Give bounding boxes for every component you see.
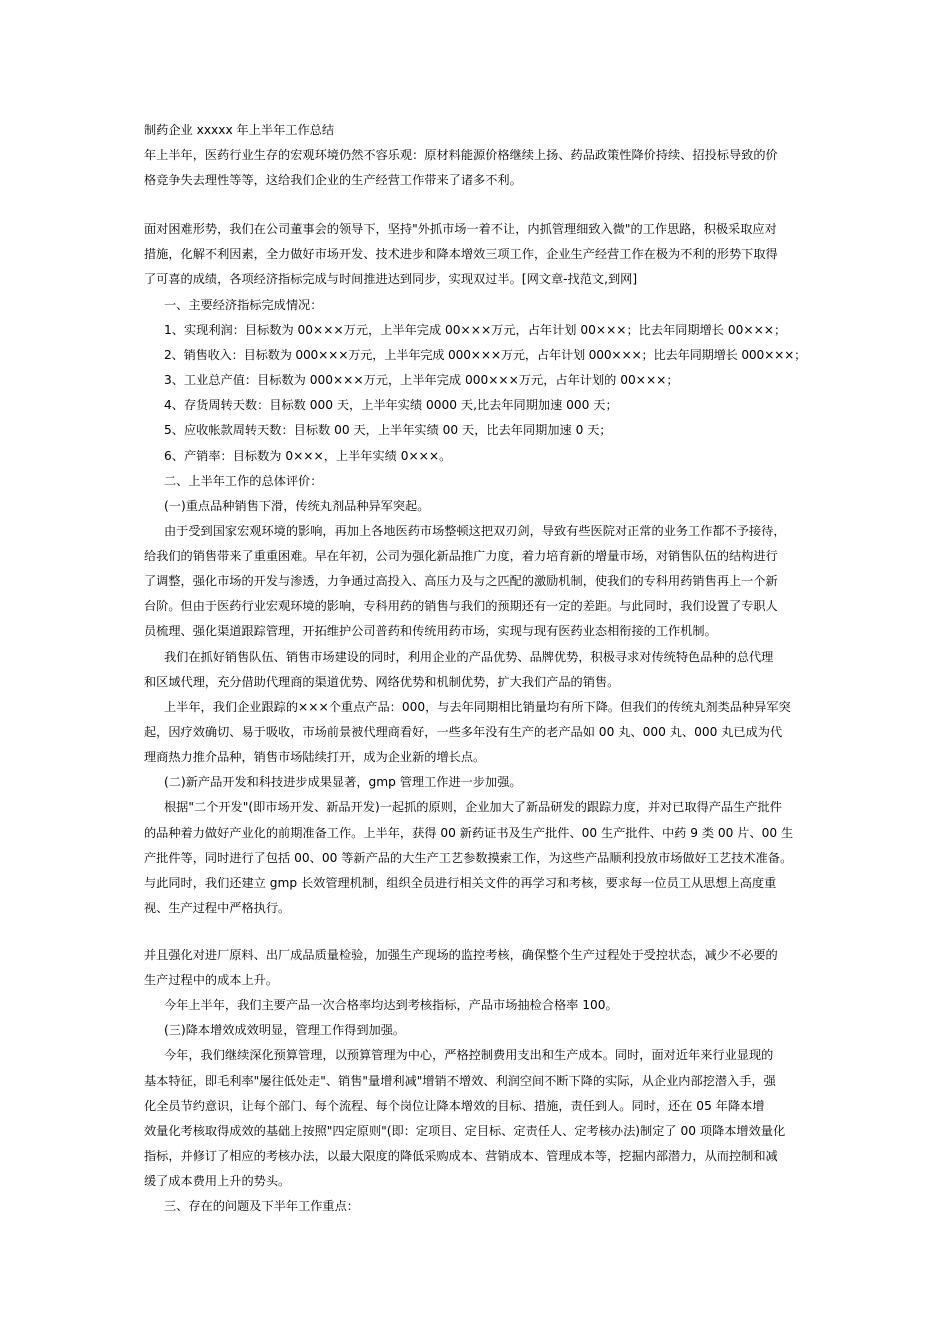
paragraph-line: 员梳理、强化渠道跟踪管理，开拓维护公司普药和传统用药市场，实现与现有医药业态相衔接的工作机制。 [144,624,717,638]
paragraph-line: 和区域代理，充分借助代理商的渠道优势、网络优势和机制优势，扩大我们产品的销售。 [144,675,620,689]
subsection-heading: (三)降本增效成效明显，管理工作得到加强。 [164,1023,406,1037]
paragraph-line: 由于受到国家宏观环境的影响，再加上各地医药市场整顿这把双刃剑，导致有些医院对正常的业务工作都不予接待， [164,524,786,538]
paragraph-line: 生产过程中的成本上升。 [144,973,279,987]
paragraph-line: 今年上半年，我们主要产品一次合格率均达到考核指标，产品市场抽检合格率 100。 [164,998,618,1012]
subsection-heading: (二)新产品开发和科技进步成果显著，gmp 管理工作进一步加强。 [164,775,522,789]
paragraph-line: 根据"二个开发"(即市场开发、新品开发)一起抓的原则，企业加大了新品研发的跟踪力度，并对已取得产品生产批件 [164,800,782,814]
section-heading: 一、主要经济指标完成情况： [164,298,323,312]
paragraph-line: 给我们的销售带来了重重困难。早在年初，公司为强化新品推广力度，着力培育新的增量市场，对销售队伍的结构进行 [144,549,778,563]
paragraph-line: 上半年，我们企业跟踪的×××个重点产品：000，与去年同期相比销量均有所下降。但我们的传统丸剂类品种异军突 [164,700,791,714]
indicator-item: 6、产销率：目标数为 0×××，上半年实绩 0×××。 [164,449,452,463]
paragraph-line: 效量化考核取得成效的基础上按照"四定原则"(即：定项目、定目标、定责任人、定考核办法)制定了 00 项降本增效量化 [144,1124,786,1138]
paragraph-line: 理商热力推介品种，销售市场陆续打开，成为企业新的增长点。 [144,750,486,764]
paragraph-line: 与此同时，我们还建立 gmp 长效管理机制，组织全员进行相关文件的再学习和考核，要求每一位员工从思想上高度重 [144,876,777,890]
indicator-item: 4、存货周转天数：目标数 000 天，上半年实绩 0000 天,比去年同期加速 000 天； [164,398,618,412]
paragraph-line: 我们在抓好销售队伍、销售市场建设的同时，利用企业的产品优势、品牌优势，积极寻求对传统特色品种的总代理 [164,650,774,664]
intro-line: 年上半年，医药行业生存的宏观环境仍然不容乐观：原材料能源价格继续上扬、药品政策性降价持续、招投标导致的价 [144,148,778,162]
indicator-item: 1、实现利润：目标数为 00×××万元，上半年完成 00×××万元，占年计划 00×××；比去年同期增长 00×××； [164,323,787,337]
document-title: 制药企业 xxxxx 年上半年工作总结 [144,123,335,137]
intro-line: 格竞争失去理性等等，这给我们企业的生产经营工作带来了诸多不利。 [144,173,522,187]
paragraph-line: 产批件等，同时进行了包括 00、00 等新产品的大生产工艺参数摸索工作，为这些产品顺利投放市场做好工艺技术准备。 [144,851,793,865]
paragraph-line: 面对困难形势，我们在公司董事会的领导下，坚持"外抓市场一着不让，内抓管理细致入微"的工作思路，积极采取应对 [144,222,777,236]
indicator-item: 5、应收帐款周转天数：目标数 00 天，上半年实绩 00 天，比去年同期加速 0 天； [164,423,612,437]
paragraph-line: 化全员节约意识，让每个部门、每个流程、每个岗位让降本增效的目标、措施，责任到人。同时，还在 05 年降本增 [144,1099,765,1113]
paragraph-line: 基本特征，即毛利率"屡往低处走"、销售"量增利减"增销不增效、利润空间不断下降的实际，从企业内部挖潜入手，强 [144,1074,776,1088]
paragraph-line: 指标，并修订了相应的考核办法，以最大限度的降低采购成本、营销成本、管理成本等，挖掘内部潜力，从而控制和减 [144,1149,778,1163]
paragraph-line: 视、生产过程中严格执行。 [144,901,291,915]
indicator-item: 3、工业总产值：目标数为 000×××万元，上半年完成 000×××万元，占年计划的 00×××； [164,373,679,387]
paragraph-line: 并且强化对进厂原料、出厂成品质量检验，加强生产现场的监控考核，确保整个生产过程处于受控状态，减少不必要的 [144,948,778,962]
subsection-heading: (一)重点品种销售下滑，传统丸剂品种异军突起。 [164,499,430,513]
paragraph-line: 的品种着力做好产业化的前期准备工作。上半年，获得 00 新药证书及生产批件、00 生产批件、中药 9 类 00 片、00 生 [144,826,794,840]
paragraph-line: 起，因疗效确切、易于吸收，市场前景被代理商看好，一些多年没有生产的老产品如 00 丸、000 丸、000 丸已成为代 [144,725,783,739]
paragraph-line: 了可喜的成绩，各项经济指标完成与时间推进达到同步，实现双过半。[网文章-找范文,到网] [144,272,638,286]
section-heading: 二、上半年工作的总体评价： [164,474,323,488]
paragraph-line: 缓了成本费用上升的势头。 [144,1174,291,1188]
paragraph-line: 台阶。但由于医药行业宏观环境的影响，专科用药的销售与我们的预期还有一定的差距。与此同时，我们设置了专职人 [144,599,778,613]
indicator-item: 2、销售收入：目标数为 000×××万元，上半年完成 000×××万元，占年计划 000×××；比去年同期增长 000×××； [164,348,807,362]
section-heading: 三、存在的问题及下半年工作重点： [164,1199,359,1213]
paragraph-line: 措施，化解不利因素，全力做好市场开发、技术进步和降本增效三项工作，企业生产经营工作在极为不利的形势下取得 [144,247,778,261]
paragraph-line: 今年，我们继续深化预算管理，以预算管理为中心，严格控制费用支出和生产成本。同时，面对近年来行业显现的 [164,1048,774,1062]
paragraph-line: 了调整，强化市场的开发与渗透，力争通过高投入、高压力及与之匹配的激励机制，使我们的专科用药销售再上一个新 [144,574,778,588]
